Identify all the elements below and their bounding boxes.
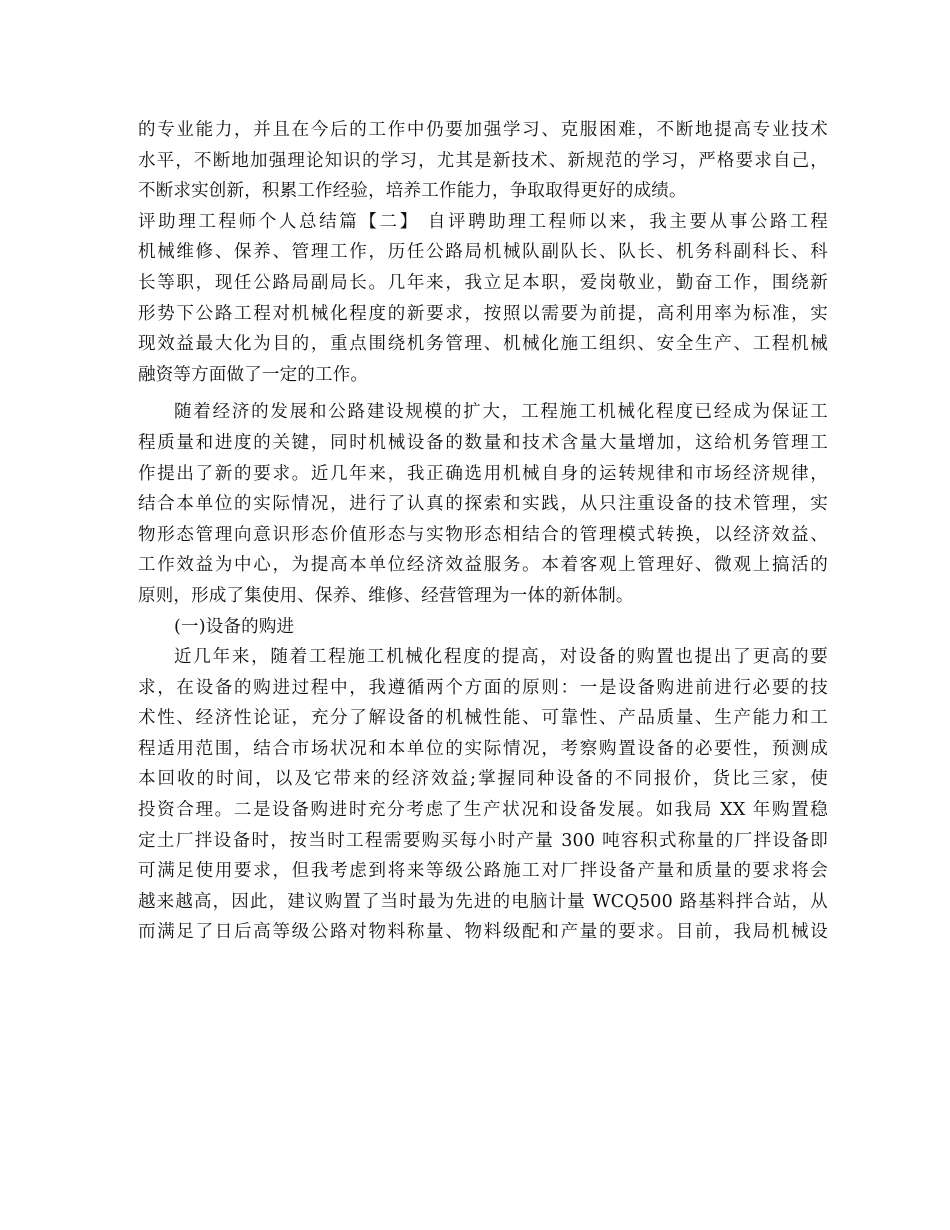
text-line: 随着经济的发展和公路建设规模的扩大，工程施工机械化程度已经成为保证工 (174, 402, 828, 423)
text-line: 作提出了新的要求。近几年来，我正确选用机械自身的运转规律和市场经济规律， (138, 463, 828, 484)
subsection-heading: (一)设备的购进 (174, 616, 295, 637)
text-line: 物形态管理向意识形态价值形态与实物形态相结合的管理模式转换，以经济效益、 (138, 524, 828, 545)
text-line: 投资合理。二是设备购进时充分考虑了生产状况和设备发展。如我局 XX 年购置稳 (138, 800, 828, 821)
text-line: 而满足了日后高等级公路对物料称量、物料级配和产量的要求。目前，我局机械设 (138, 922, 828, 943)
text-line: 结合本单位的实际情况，进行了认真的探索和实践，从只注重设备的技术管理，实 (138, 494, 828, 515)
paragraph-2 (138, 207, 828, 391)
text-line: 的专业能力，并且在今后的工作中仍要加强学习、克服困难，不断地提高专业技术 (138, 120, 828, 140)
text-line: 越来越高，因此，建议购置了当时最为先进的电脑计量 WCQ500 路基料拌合站，从 (138, 891, 828, 912)
text-line: 本回收的时间，以及它带来的经济效益;掌握同种设备的不同报价，货比三家，使 (138, 769, 828, 790)
text-line: 水平，不断地加强理论知识的学习，尤其是新技术、新规范的学习，严格要求自己， (138, 150, 828, 171)
text-line: 融资等方面做了一定的工作。 (138, 364, 369, 385)
text-line: 长等职，现任公路局副局长。几年来，我立足本职，爱岗敬业，勤奋工作，围绕新 (138, 272, 828, 293)
text-line: 定土厂拌设备时，按当时工程需要购买每小时产量 300 吨容积式称量的厂拌设备即 (138, 830, 828, 851)
text-line: 现效益最大化为目的，重点围绕机务管理、机械化施工组织、安全生产、工程机械 (138, 334, 828, 355)
text-line: 机械维修、保养、管理工作，历任公路局机械队副队长、队长、机务科副科长、科 (138, 242, 828, 263)
text-line: 形势下公路工程对机械化程度的新要求，按照以需要为前提，高利用率为标准，实 (138, 303, 828, 324)
section-heading-line: 评助理工程师个人总结篇【二】 自评聘助理工程师以来，我主要从事公路工程 (138, 211, 828, 232)
paragraph-5 (138, 642, 828, 948)
paragraph-gap (138, 390, 828, 397)
text-line: 程质量和进度的关键，同时机械设备的数量和技术含量大量增加，这给机务管理工 (138, 432, 828, 453)
text-line: 原则，形成了集使用、保养、维修、经营管理为一体的新体制。 (138, 585, 634, 606)
paragraph-4 (138, 612, 828, 643)
text-line: 近几年来，随着工程施工机械化程度的提高，对设备的购置也提出了更高的要 (174, 647, 828, 668)
text-line: 不断求实创新，积累工作经验，培养工作能力，争取取得更好的成绩。 (138, 181, 687, 202)
text-line: 工作效益为中心，为提高本单位经济效益服务。本着客观上管理好、微观上搞活的 (138, 555, 828, 576)
document-body (138, 115, 828, 948)
paragraph-3 (138, 397, 828, 611)
paragraph-1 (138, 115, 828, 207)
text-line: 术性、经济性论证，充分了解设备的机械性能、可靠性、产品质量、生产能力和工 (138, 708, 828, 729)
text-line: 求，在设备的购进过程中，我遵循两个方面的原则：一是设备购进前进行必要的技 (138, 677, 828, 698)
text-line: 可满足使用要求，但我考虑到将来等级公路施工对厂拌设备产量和质量的要求将会 (138, 861, 828, 882)
text-line: 程适用范围，结合市场状况和本单位的实际情况，考察购置设备的必要性，预测成 (138, 738, 828, 759)
